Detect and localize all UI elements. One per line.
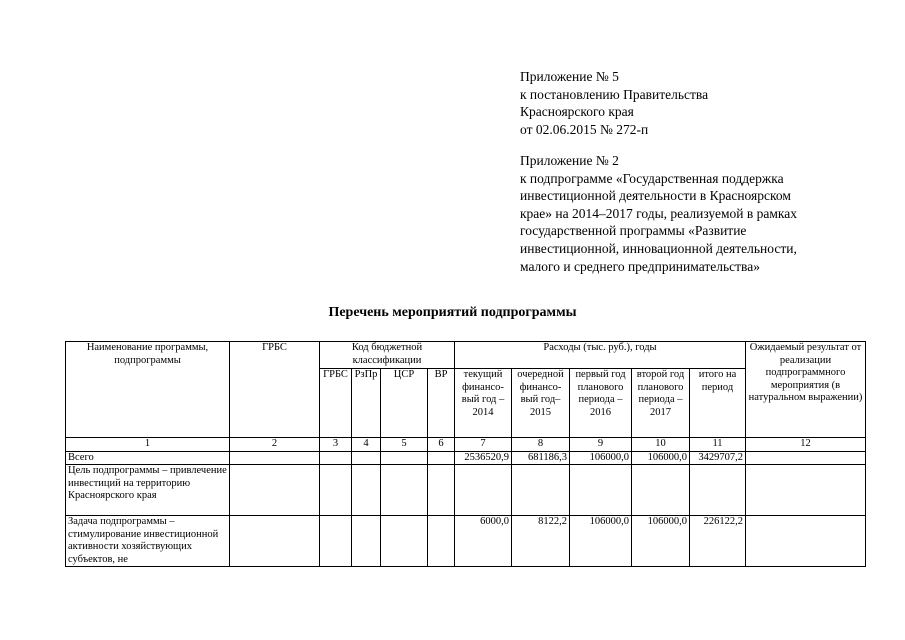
appendix-line: к постановлению Правительства (520, 86, 709, 102)
column-number: 3 (320, 438, 352, 452)
column-number-row (66, 438, 866, 452)
cell-2014: 6000,0 (455, 516, 512, 567)
column-number: 10 (632, 438, 690, 452)
table-row (66, 516, 866, 567)
cell-2015: 681186,3 (512, 451, 570, 465)
cell-csr (381, 451, 428, 465)
cell-csr (381, 516, 428, 567)
header-grbs: ГРБС (230, 342, 320, 438)
header-sub-2015: очередной финансо-вый год– 2015 (512, 369, 570, 438)
column-number: 5 (381, 438, 428, 452)
column-number: 2 (230, 438, 320, 452)
cell-total (690, 465, 746, 516)
appendix-line: инвестиционной деятельности в Красноярском (520, 188, 791, 204)
header-name: Наименование программы, подпрограммы (66, 342, 230, 438)
column-number: 1 (66, 438, 230, 452)
cell-rzpr (352, 451, 381, 465)
cell-code-grbs (320, 516, 352, 567)
cell-rzpr (352, 516, 381, 567)
header-result: Ожидаемый результат от реализации подпрограммного мероприятия (в натуральном выражении) (746, 342, 866, 438)
cell-2016 (570, 465, 632, 516)
row-name: Всего (66, 451, 230, 465)
cell-result (746, 465, 866, 516)
cell-vr (428, 465, 455, 516)
cell-code-grbs (320, 451, 352, 465)
cell-2017: 106000,0 (632, 451, 690, 465)
appendix-line: к подпрограмме «Государственная поддержка (520, 170, 784, 186)
cell-grbs (230, 465, 320, 516)
column-number: 7 (455, 438, 512, 452)
cell-result (746, 451, 866, 465)
cell-csr (381, 465, 428, 516)
column-number: 12 (746, 438, 866, 452)
row-name-text: Цель подпрограммы – привлечение инвестиций на территорию Красноярского края (68, 465, 227, 501)
cell-2016: 106000,0 (570, 516, 632, 567)
cell-total: 226122,2 (690, 516, 746, 567)
cell-2017 (632, 465, 690, 516)
cell-grbs (230, 516, 320, 567)
header-sub-total: итого на период (690, 369, 746, 438)
column-number: 8 (512, 438, 570, 452)
appendix-line: от 02.06.2015 № 272-п (520, 121, 649, 137)
header-budget-code: Код бюджетной классификации (320, 342, 455, 369)
cell-rzpr (352, 465, 381, 516)
appendix-line: Приложение № 5 (520, 69, 619, 84)
header-sub-grbs: ГРБС (320, 369, 352, 438)
row-name-text: Задача подпрограммы – стимулирование инвестиционной активности хозяйствующих субъектов, не (68, 516, 219, 565)
cell-result (746, 516, 866, 567)
cell-vr (428, 451, 455, 465)
appendix-line: инвестиционной, инновационной деятельности, (520, 240, 797, 256)
header-sub-vr: ВР (428, 369, 455, 438)
appendix-line: Красноярского края (520, 104, 634, 120)
header-expenses: Расходы (тыс. руб.), годы (455, 342, 746, 369)
cell-2014 (455, 465, 512, 516)
appendix-5-block (520, 68, 880, 138)
cell-total: 3429707,2 (690, 451, 746, 465)
cell-vr (428, 516, 455, 567)
column-number: 9 (570, 438, 632, 452)
appendix-2-block (520, 152, 880, 275)
appendix-line: государственной программы «Развитие (520, 223, 747, 239)
column-number: 4 (352, 438, 381, 452)
appendix-line: крае» на 2014–2017 годы, реализуемой в рамках (520, 205, 798, 221)
cell-2014: 2536520,9 (455, 451, 512, 465)
cell-code-grbs (320, 465, 352, 516)
header-sub-rzpr: РзПр (352, 369, 381, 438)
header-sub-2016: первый год планового периода – 2016 (570, 369, 632, 438)
cell-2015: 8122,2 (512, 516, 570, 567)
header-sub-2014: текущий финансо-вый год – 2014 (455, 369, 512, 438)
cell-2016: 106000,0 (570, 451, 632, 465)
header-sub-csr: ЦСР (381, 369, 428, 438)
column-number: 11 (690, 438, 746, 452)
header-sub-2017: второй год планового периода – 2017 (632, 369, 690, 438)
measures-table (65, 341, 866, 567)
cell-2015 (512, 465, 570, 516)
row-name (66, 516, 230, 567)
appendix-line: Приложение № 2 (520, 153, 619, 168)
appendix-line: малого и среднего предпринимательства» (520, 258, 760, 274)
table-row (66, 451, 866, 465)
cell-2017: 106000,0 (632, 516, 690, 567)
table-row (66, 465, 866, 516)
column-number: 6 (428, 438, 455, 452)
row-name (66, 465, 230, 516)
document-title: Перечень мероприятий подпрограммы (328, 305, 577, 320)
cell-grbs (230, 451, 320, 465)
